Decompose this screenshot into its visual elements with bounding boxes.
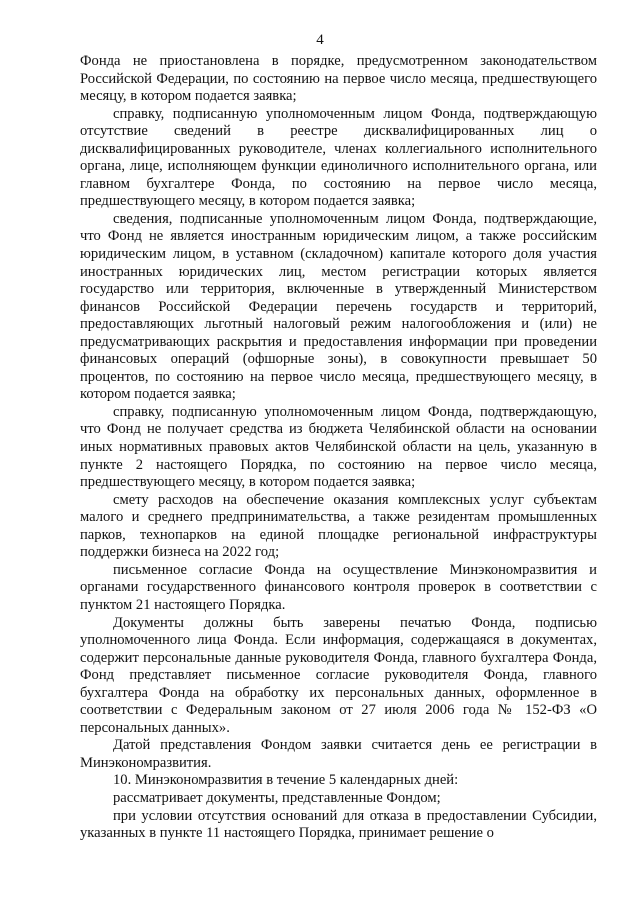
paragraph-6: письменное согласие Фонда на осуществление Минэкономразвития и органами государственного финансового контроля проверок в соответствии с пунктом 21 настоящего Порядка.	[80, 561, 597, 613]
page-number: 4	[316, 32, 324, 48]
paragraph-9: 10. Минэкономразвития в течение 5 календарных дней:	[113, 772, 459, 789]
paragraph-7: Документы должны быть заверены печатью Фонда, подписью уполномоченного лица Фонда. Если информация, содержащаяся в документах, содержит персональные данные руководителя Фонда, главного бухгалтера Фонда, Фонд представляет письменное согласие руководителя Фонда, главного бухгалтера Фонда на обработку их персональных данных, оформленное в соответствии с Федеральным законом от 27 июля 2006 года № 152-ФЗ «О персональных данных».	[80, 614, 597, 736]
paragraph-4: справку, подписанную уполномоченным лицом Фонда, подтверждающую, что Фонд не получает средства из бюджета Челябинской области на основании иных нормативных правовых актов Челябинской области на цель, указанную в пункте 2 настоящего Порядка, по состоянию на первое число месяца, предшествующего месяцу, в котором подается заявка;	[80, 403, 597, 491]
paragraph-8: Датой представления Фондом заявки считается день ее регистрации в Минэкономразвития.	[80, 737, 597, 771]
paragraph-2: справку, подписанную уполномоченным лицом Фонда, подтверждающую отсутствие сведений в реестре дисквалифицированных лиц о дисквалифицированных руководителе, членах коллегиального исполнительного органа, лице, исполняющем функции единоличного исполнительного органа, или главном бухгалтере Фонда, по состоянию на первое число месяца, предшествующего месяцу, в котором подается заявка;	[80, 105, 597, 210]
paragraph-5: смету расходов на обеспечение оказания комплексных услуг субъектам малого и среднего предпринимательства, а также резидентам промышленных парков, технопарков на единой площадке региональной инфраструктуры поддержки бизнеса на 2022 год;	[80, 491, 597, 561]
paragraph-1: Фонда не приостановлена в порядке, предусмотренном законодательством Российской Федерации, по состоянию на первое число месяца, предшествующего месяцу, в котором подается заявка;	[80, 53, 597, 105]
document-body	[80, 53, 597, 843]
paragraph-10: рассматривает документы, представленные Фондом;	[113, 789, 441, 806]
paragraph-11: при условии отсутствия оснований для отказа в предоставлении Субсидии, указанных в пункте 11 настоящего Порядка, принимает решение о	[80, 807, 597, 842]
paragraph-3: сведения, подписанные уполномоченным лицом Фонда, подтверждающие, что Фонд не является иностранным юридическим лицом, а также российским юридическим лицом, в уставном (складочном) капитале которого доля участия иностранных юридических лиц, местом регистрации которых является государство или территория, включенные в утвержденный Министерством финансов Российской Федерации перечень государств и территорий, предоставляющих льготный налоговый режим налогообложения и (или) не предусматривающих раскрытия и предоставления информации при проведении финансовых операций (офшорные зоны), в совокупности превышает 50 процентов, по состоянию на первое число месяца, предшествующего месяцу, в котором подается заявка;	[80, 210, 597, 403]
